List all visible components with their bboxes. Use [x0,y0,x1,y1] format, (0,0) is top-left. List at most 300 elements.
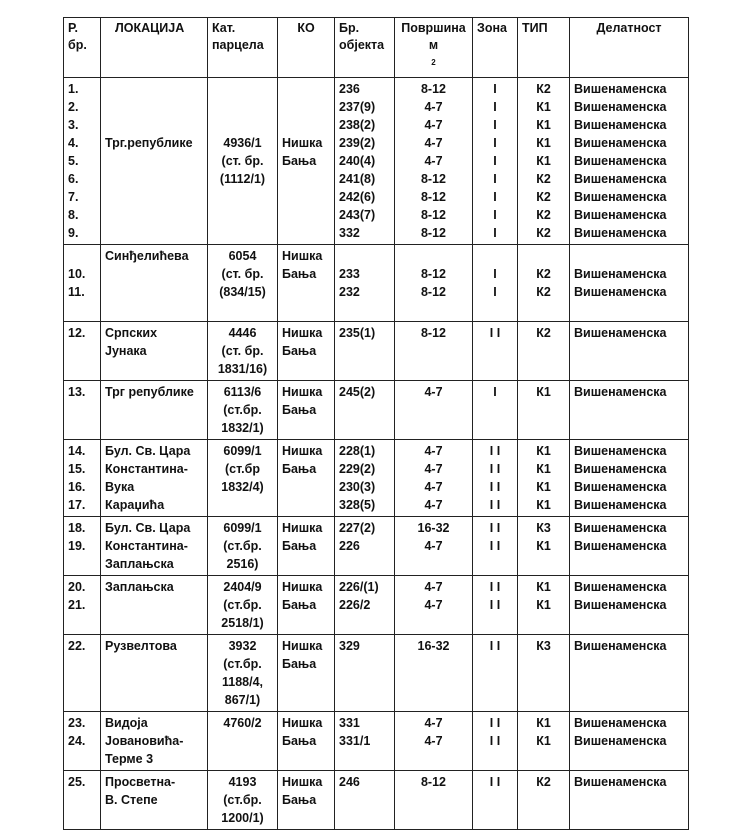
cell-line: I I [489,716,501,731]
cell-line: Вишенаменска [574,172,667,187]
cell-line: 7. [68,190,79,205]
cell-line: 8-12 [420,172,447,187]
cell-lokacija [101,576,208,635]
cell-line: К1 [536,100,551,115]
cell-line: 227(2) [339,521,376,536]
cell-line: 246 [339,775,360,790]
cell-line: Бања [282,793,317,808]
cell-tip [518,771,570,830]
cell-line: 14. [68,444,86,459]
cell-line: 16. [68,480,86,495]
cell-line: 8-12 [420,285,447,300]
cell-line: Заплањска [105,557,174,572]
cell-line: 238(2) [339,118,376,133]
cell-line: I I [489,326,501,341]
cell-line: Бања [282,154,317,169]
cell-line: Бања [282,598,317,613]
cell-line: I [493,285,497,300]
cell-line: К1 [536,118,551,133]
cell-line: 230(3) [339,480,376,495]
header-zona-text: Зона [477,21,507,35]
cell-povrsina [395,771,473,830]
cell-kat [208,78,278,245]
cell-rb [64,440,101,517]
header-povrsina-unit: м [428,38,439,52]
cell-br-obj [335,440,395,517]
cell-line: 226 [339,539,360,554]
cell-zona [473,440,518,517]
cell-line: 1831/16) [217,362,268,377]
cell-line: Вишенаменска [574,598,667,613]
cell-line: (ст. бр. [221,267,264,282]
cell-delatnost [570,576,689,635]
cell-povrsina [395,381,473,440]
cell-line: Синђелићева [105,249,189,264]
cell-line: I I [489,539,501,554]
cell-rb [64,78,101,245]
cell-povrsina [395,635,473,712]
cell-line: 12. [68,326,86,341]
cell-povrsina [395,245,473,322]
cell-line [399,247,468,265]
cell-line: Бања [282,539,317,554]
cell-delatnost [570,440,689,517]
cell-line: 1832/4) [221,480,264,495]
header-kat [208,18,278,78]
cell-line: (ст.бр. [223,657,262,672]
cell-line: 22. [68,639,86,654]
locations-table [63,17,689,830]
cell-line: Вишенаменска [574,100,667,115]
cell-line: I I [489,734,501,749]
cell-line: 226/(1) [339,580,379,595]
cell-line: 8-12 [420,190,447,205]
cell-kat [208,712,278,771]
cell-line: К2 [536,226,551,241]
cell-line: Заплањска [105,580,174,595]
cell-rb [64,771,101,830]
cell-line: К2 [536,190,551,205]
cell-line: В. Степе [105,793,158,808]
cell-line: I [493,226,497,241]
cell-br-obj [335,517,395,576]
cell-line: Вишенаменска [574,226,667,241]
cell-line: I [493,208,497,223]
cell-line: 243(7) [339,208,376,223]
cell-line: 24. [68,734,86,749]
cell-line: I [493,267,497,282]
cell-line: I I [489,498,501,513]
cell-br-obj [335,576,395,635]
cell-tip [518,576,570,635]
cell-lokacija [101,381,208,440]
header-rb [64,18,101,78]
cell-line: Вишенаменска [574,118,667,133]
cell-line: 11. [68,285,85,300]
cell-line: К1 [536,716,551,731]
cell-line: 8. [68,208,79,223]
cell-ko [278,635,335,712]
cell-line: 6099/1 [223,521,262,536]
cell-line: Вишенаменска [574,521,667,536]
cell-line: Вишенаменска [574,82,667,97]
cell-line: К1 [536,580,551,595]
header-tip [518,18,570,78]
cell-line: 4-7 [424,598,443,613]
table-row [64,576,689,635]
cell-line: 16-32 [417,639,450,654]
cell-line: 331/1 [339,734,371,749]
cell-line: 1832/1) [221,421,264,436]
cell-line [105,116,203,134]
cell-line: (ст.бр [225,462,260,477]
cell-zona [473,771,518,830]
cell-line: 4. [68,136,79,151]
header-povrsina-sup: 2 [431,58,436,67]
cell-br-obj [335,322,395,381]
cell-lokacija [101,322,208,381]
cell-line: Бул. Св. Цара [105,444,191,459]
cell-line [282,116,330,134]
table-row [64,245,689,322]
cell-povrsina [395,322,473,381]
cell-line: К2 [536,82,551,97]
header-povrsina-line1: Површина [401,21,466,35]
cell-line: I [493,190,497,205]
cell-lokacija [101,712,208,771]
cell-line: Вишенаменска [574,267,667,282]
cell-kat [208,635,278,712]
cell-line: 8-12 [420,226,447,241]
table-row [64,440,689,517]
cell-line: Просветна- [105,775,176,790]
cell-line: 4-7 [424,716,443,731]
cell-line [212,116,273,134]
cell-line: I I [489,444,501,459]
document-page [63,17,688,830]
cell-line: 4446 [228,326,257,341]
cell-line: Бул. Св. Цара [105,521,191,536]
cell-line: Трг.републике [105,136,193,151]
cell-line: Вишенаменска [574,734,667,749]
cell-povrsina [395,78,473,245]
cell-zona [473,635,518,712]
cell-line: Вишенаменска [574,285,667,300]
header-br-line1: Бр. [339,21,360,35]
cell-line: (ст.бр. [223,598,262,613]
cell-line: Нишка [282,580,323,595]
cell-povrsina [395,517,473,576]
cell-line: 867/1) [224,693,261,708]
cell-line: 2518/1) [221,616,264,631]
cell-line: К2 [536,775,551,790]
cell-line: 25. [68,775,86,790]
table-row [64,712,689,771]
cell-zona [473,576,518,635]
cell-line: 240(4) [339,154,376,169]
cell-line: 4760/2 [223,716,262,731]
cell-line: (ст. бр. [221,344,264,359]
cell-line: 8-12 [420,326,447,341]
cell-line: К3 [536,639,551,654]
header-povrsina [395,18,473,78]
cell-zona [473,381,518,440]
cell-line: Бања [282,344,317,359]
cell-br-obj [335,78,395,245]
cell-line: (1112/1) [219,172,266,187]
cell-line: Вишенаменска [574,385,667,400]
cell-line [339,247,390,265]
cell-line: 332 [339,226,360,241]
cell-line: I [493,136,497,151]
cell-zona [473,245,518,322]
cell-line: К1 [536,385,551,400]
cell-line: 8-12 [420,775,447,790]
table-row [64,517,689,576]
cell-lokacija [101,245,208,322]
cell-line: 4-7 [424,136,443,151]
cell-line: 4-7 [424,444,443,459]
cell-line: 19. [68,539,86,554]
cell-ko [278,78,335,245]
cell-line: К1 [536,462,551,477]
cell-line: К1 [536,154,551,169]
cell-line: 245(2) [339,385,376,400]
cell-line: Бања [282,403,317,418]
table-row [64,771,689,830]
cell-line: 20. [68,580,86,595]
cell-rb [64,322,101,381]
cell-line: 6054 [228,249,257,264]
cell-line: (ст.бр. [223,793,262,808]
cell-line: 8-12 [420,208,447,223]
cell-line: Вишенаменска [574,580,667,595]
cell-delatnost [570,517,689,576]
cell-kat [208,440,278,517]
header-br-line2: објекта [339,38,385,52]
cell-line: К1 [536,734,551,749]
cell-line: Караџића [105,498,165,513]
cell-line: Вишенаменска [574,326,667,341]
cell-ko [278,517,335,576]
cell-line: Нишка [282,775,323,790]
cell-kat [208,245,278,322]
cell-line: Нишка [282,326,323,341]
cell-ko [278,771,335,830]
cell-rb [64,635,101,712]
cell-line: Нишка [282,249,323,264]
cell-line: 242(6) [339,190,376,205]
cell-rb [64,517,101,576]
cell-line: К1 [536,480,551,495]
cell-line: К1 [536,444,551,459]
cell-line: К1 [536,598,551,613]
cell-line [68,301,96,319]
cell-line: I [493,82,497,97]
cell-lokacija [101,517,208,576]
cell-line: I I [489,580,501,595]
cell-line: К2 [536,172,551,187]
header-ko [278,18,335,78]
cell-line: 329 [339,639,360,654]
cell-line: Јовановића- [105,734,184,749]
cell-line: 4-7 [424,154,443,169]
cell-line: Вишенаменска [574,775,667,790]
cell-line [282,80,330,98]
cell-line [212,80,273,98]
cell-delatnost [570,381,689,440]
cell-line [282,98,330,116]
cell-line: Вишенаменска [574,444,667,459]
cell-line: Бања [282,462,317,477]
cell-line: 1. [68,82,79,97]
cell-line: 18. [68,521,86,536]
cell-line: 239(2) [339,136,376,151]
cell-lokacija [101,771,208,830]
cell-line: 4936/1 [223,136,262,151]
cell-ko [278,322,335,381]
cell-line: 4-7 [424,480,443,495]
cell-line: К2 [536,208,551,223]
cell-line: 6099/1 [223,444,262,459]
cell-line: 9. [68,226,79,241]
cell-line: 1200/1) [221,811,264,826]
header-kat-line2: парцела [212,38,264,52]
cell-line: 21. [68,598,86,613]
cell-line: К2 [536,267,551,282]
cell-line: I I [489,639,501,654]
cell-line: 235(1) [339,326,376,341]
cell-zona [473,322,518,381]
cell-delatnost [570,712,689,771]
cell-line: Вишенаменска [574,208,667,223]
cell-kat [208,771,278,830]
cell-line: 23. [68,716,86,731]
header-lokacija [101,18,208,78]
cell-line: Вишенаменска [574,136,667,151]
header-delatnost-text: Делатност [596,21,662,35]
cell-line: Вишенаменска [574,498,667,513]
cell-line: 8-12 [420,82,447,97]
cell-line: 233 [339,267,360,282]
cell-line: 17. [68,498,86,513]
cell-povrsina [395,576,473,635]
cell-ko [278,712,335,771]
cell-line: Јунака [105,344,147,359]
cell-line: Нишка [282,136,323,151]
cell-line: 10. [68,267,86,282]
cell-line: 331 [339,716,360,731]
cell-line: Константина- [105,539,188,554]
cell-rb [64,576,101,635]
cell-line: Вука [105,480,135,495]
header-delatnost [570,18,689,78]
cell-line: К2 [536,326,551,341]
cell-line: I [493,100,497,115]
cell-line: Трг републике [105,385,194,400]
cell-line: 3932 [228,639,257,654]
cell-rb [64,381,101,440]
cell-delatnost [570,245,689,322]
cell-line: Вишенаменска [574,639,667,654]
cell-povrsina [395,712,473,771]
cell-line: (834/15) [219,285,266,300]
cell-line: Нишка [282,521,323,536]
cell-ko [278,440,335,517]
cell-line: 13. [68,385,86,400]
cell-line: 228(1) [339,444,376,459]
cell-ko [278,576,335,635]
cell-line [522,247,565,265]
cell-line: 6. [68,172,79,187]
cell-line: Вишенаменска [574,462,667,477]
cell-line: К1 [536,136,551,151]
cell-tip [518,440,570,517]
cell-tip [518,322,570,381]
cell-lokacija [101,440,208,517]
cell-line: Вишенаменска [574,154,667,169]
cell-line: 241(8) [339,172,376,187]
cell-line: Рузвелтова [105,639,177,654]
header-zona [473,18,518,78]
cell-line [477,247,513,265]
cell-line: 16-32 [417,521,450,536]
cell-delatnost [570,322,689,381]
cell-line [105,98,203,116]
cell-line: 4-7 [424,100,443,115]
cell-line: I [493,154,497,169]
cell-line [68,247,96,265]
cell-line: Нишка [282,639,323,654]
cell-line: 237(9) [339,100,376,115]
cell-delatnost [570,771,689,830]
table-row [64,635,689,712]
cell-line: 4-7 [424,462,443,477]
cell-line: 328(5) [339,498,376,513]
cell-zona [473,712,518,771]
cell-line: 2516) [226,557,259,572]
cell-line: I [493,385,497,400]
table-body [64,78,689,830]
cell-line: Вишенаменска [574,190,667,205]
cell-line: 4193 [228,775,257,790]
cell-line: Вишенаменска [574,539,667,554]
header-povrsina-line2 [399,37,468,75]
cell-tip [518,78,570,245]
cell-line: 4-7 [424,580,443,595]
cell-line: 5. [68,154,79,169]
cell-line: I I [489,598,501,613]
cell-line: К3 [536,521,551,536]
cell-line: (ст.бр. [223,403,262,418]
cell-line: I I [489,521,501,536]
cell-line: 4-7 [424,734,443,749]
cell-line: Бања [282,657,317,672]
cell-line [212,98,273,116]
cell-ko [278,381,335,440]
cell-line: I I [489,480,501,495]
cell-tip [518,517,570,576]
cell-line: 2. [68,100,79,115]
cell-line: Вишенаменска [574,716,667,731]
cell-lokacija [101,635,208,712]
header-tip-text: ТИП [522,21,548,35]
cell-line: 1188/4, [221,675,263,690]
cell-line: Нишка [282,385,323,400]
cell-line: Терме 3 [105,752,154,767]
cell-tip [518,381,570,440]
cell-tip [518,245,570,322]
